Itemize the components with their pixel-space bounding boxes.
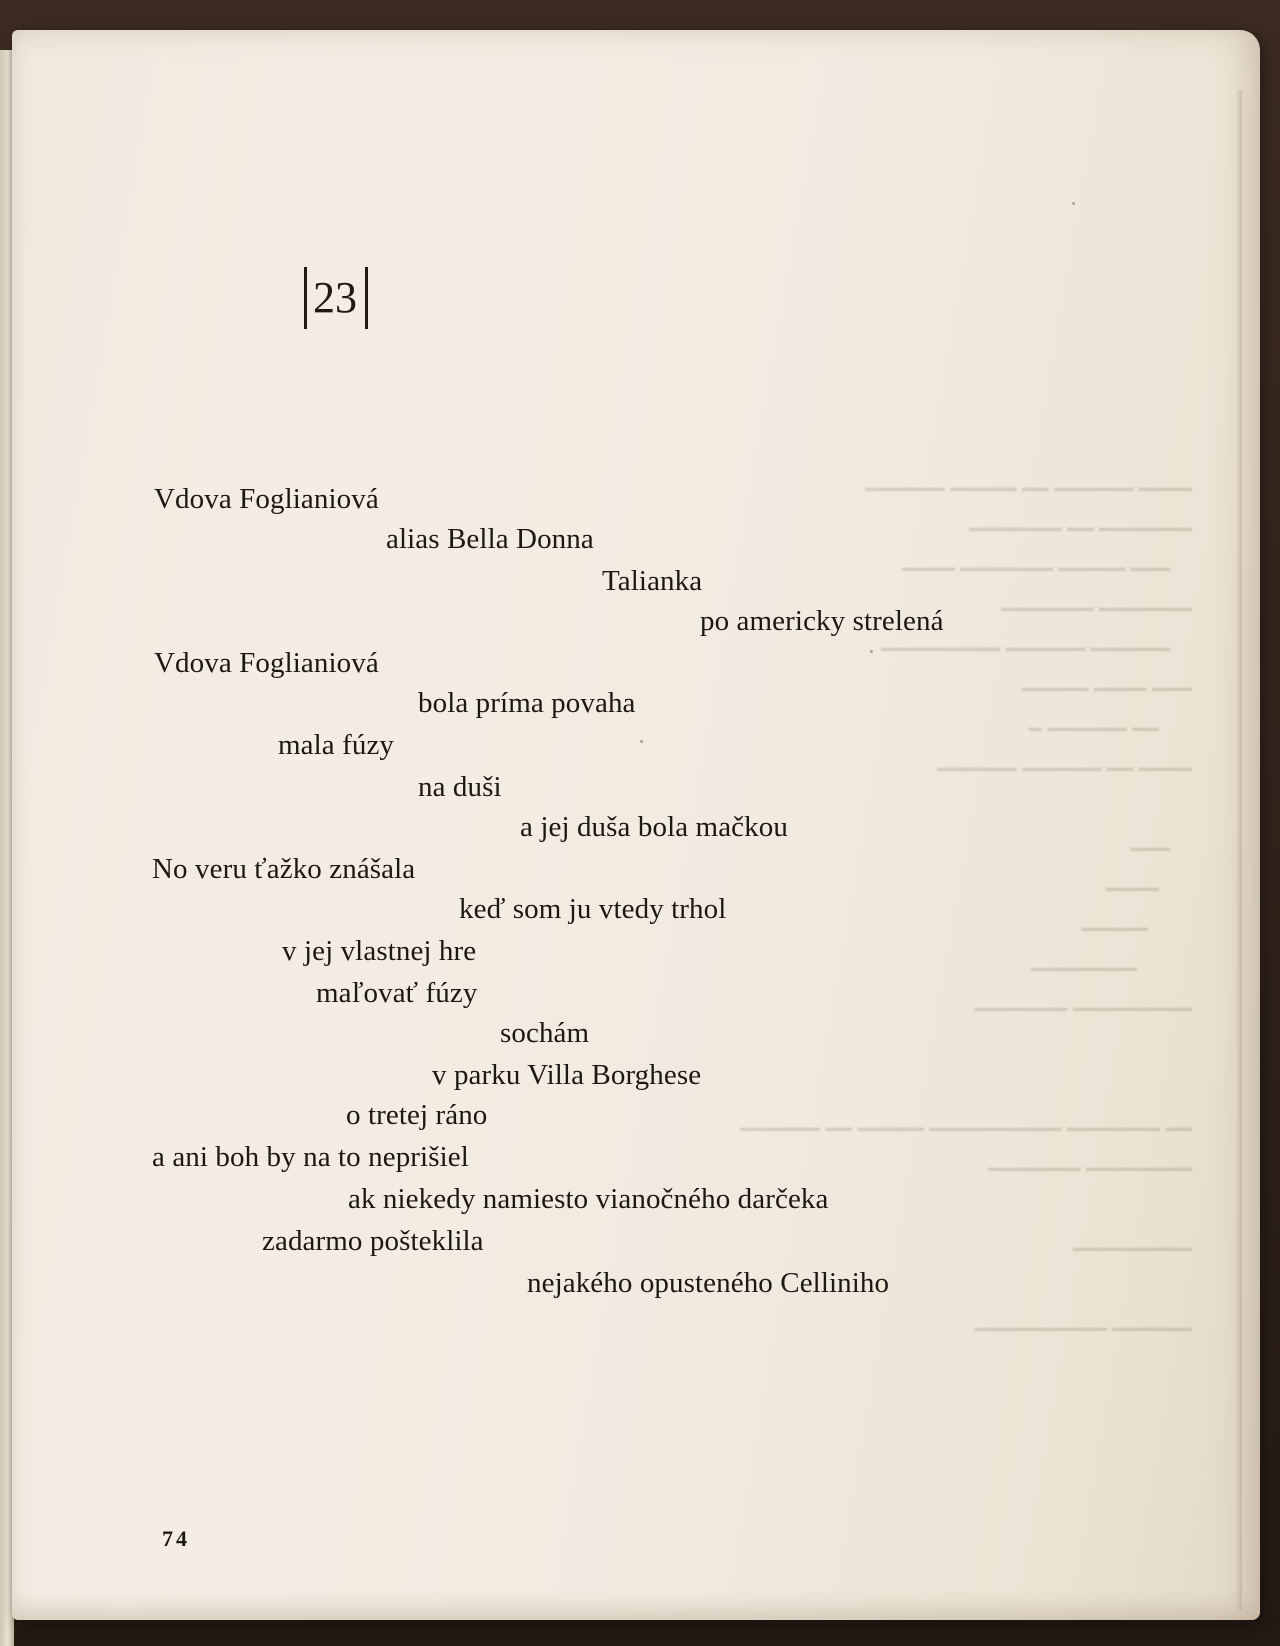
poem-line: zadarmo pošteklila [262, 1225, 484, 1257]
page-edge [1236, 90, 1242, 1610]
poem-line: po americky strelená [700, 605, 944, 637]
page-number: 74 [162, 1526, 190, 1551]
poem-line: ak niekedy namiesto vianočného darčeka [348, 1183, 829, 1215]
chapter-heading [304, 268, 368, 328]
poem-line: alias Bella Donna [386, 523, 594, 555]
poem-line: Vdova Foglianiová [154, 483, 379, 515]
poem-line: sochám [500, 1017, 590, 1049]
poem-line: mala fúzy [278, 729, 395, 761]
poem-line: No veru ťažko znášala [152, 853, 416, 885]
poem-line: keď som ju vtedy trhol [459, 893, 727, 925]
poem-line: bola príma povaha [418, 687, 636, 719]
poem-line: nejakého opusteného Celliniho [527, 1267, 890, 1299]
show-through-text: ━━━━ ━━━━━━ ━━ ━━━━━ ━━━━━━ ━━━━━━━ ━━ ━━━━━━━ ━━━ ━━━━━ ━━━━━━━ ━━━━ ━━━━━━━ ━━━━━━━ ━━━━━━ ━━━━━━ ━━━━━━━━━ ━━━ ━━━━ ━━━━━ ━━ ━━━━━━ ━ ━━━━ ━━ ━━━━━━ ━━━━━━ ━━━ ━━━━ ━━━━━ ━━━━━━━━ ━━━━━━━━━ ━━━━━━━ ━━ ━━━━━━━ ━━━━━━━━━━ ━━━━━ ━━ ━━━━━━ ━━━━━━━━ ━━━━━━━ ━━━━━━━━━ ━━━━━━ ━━━━━━━━━━ [740, 477, 1192, 1342]
poem-line: na duši [418, 771, 502, 803]
book-page [12, 30, 1260, 1620]
poem-line: v parku Villa Borghese [432, 1059, 702, 1091]
poem-line: o tretej ráno [346, 1099, 488, 1131]
poem-line: Talianka [602, 565, 703, 597]
poem-line: v jej vlastnej hre [282, 935, 477, 967]
chapter-bar-right [365, 267, 368, 329]
poem-line: maľovať fúzy [316, 977, 478, 1009]
poem-line: a jej duša bola mačkou [520, 811, 788, 843]
paper-speck [870, 650, 873, 653]
poem-line: a ani boh by na to neprišiel [152, 1141, 469, 1173]
chapter-number: 23 [313, 273, 357, 322]
paper-speck [1072, 202, 1075, 205]
paper-speck [640, 740, 643, 743]
poem-line: Vdova Foglianiová [154, 647, 379, 679]
